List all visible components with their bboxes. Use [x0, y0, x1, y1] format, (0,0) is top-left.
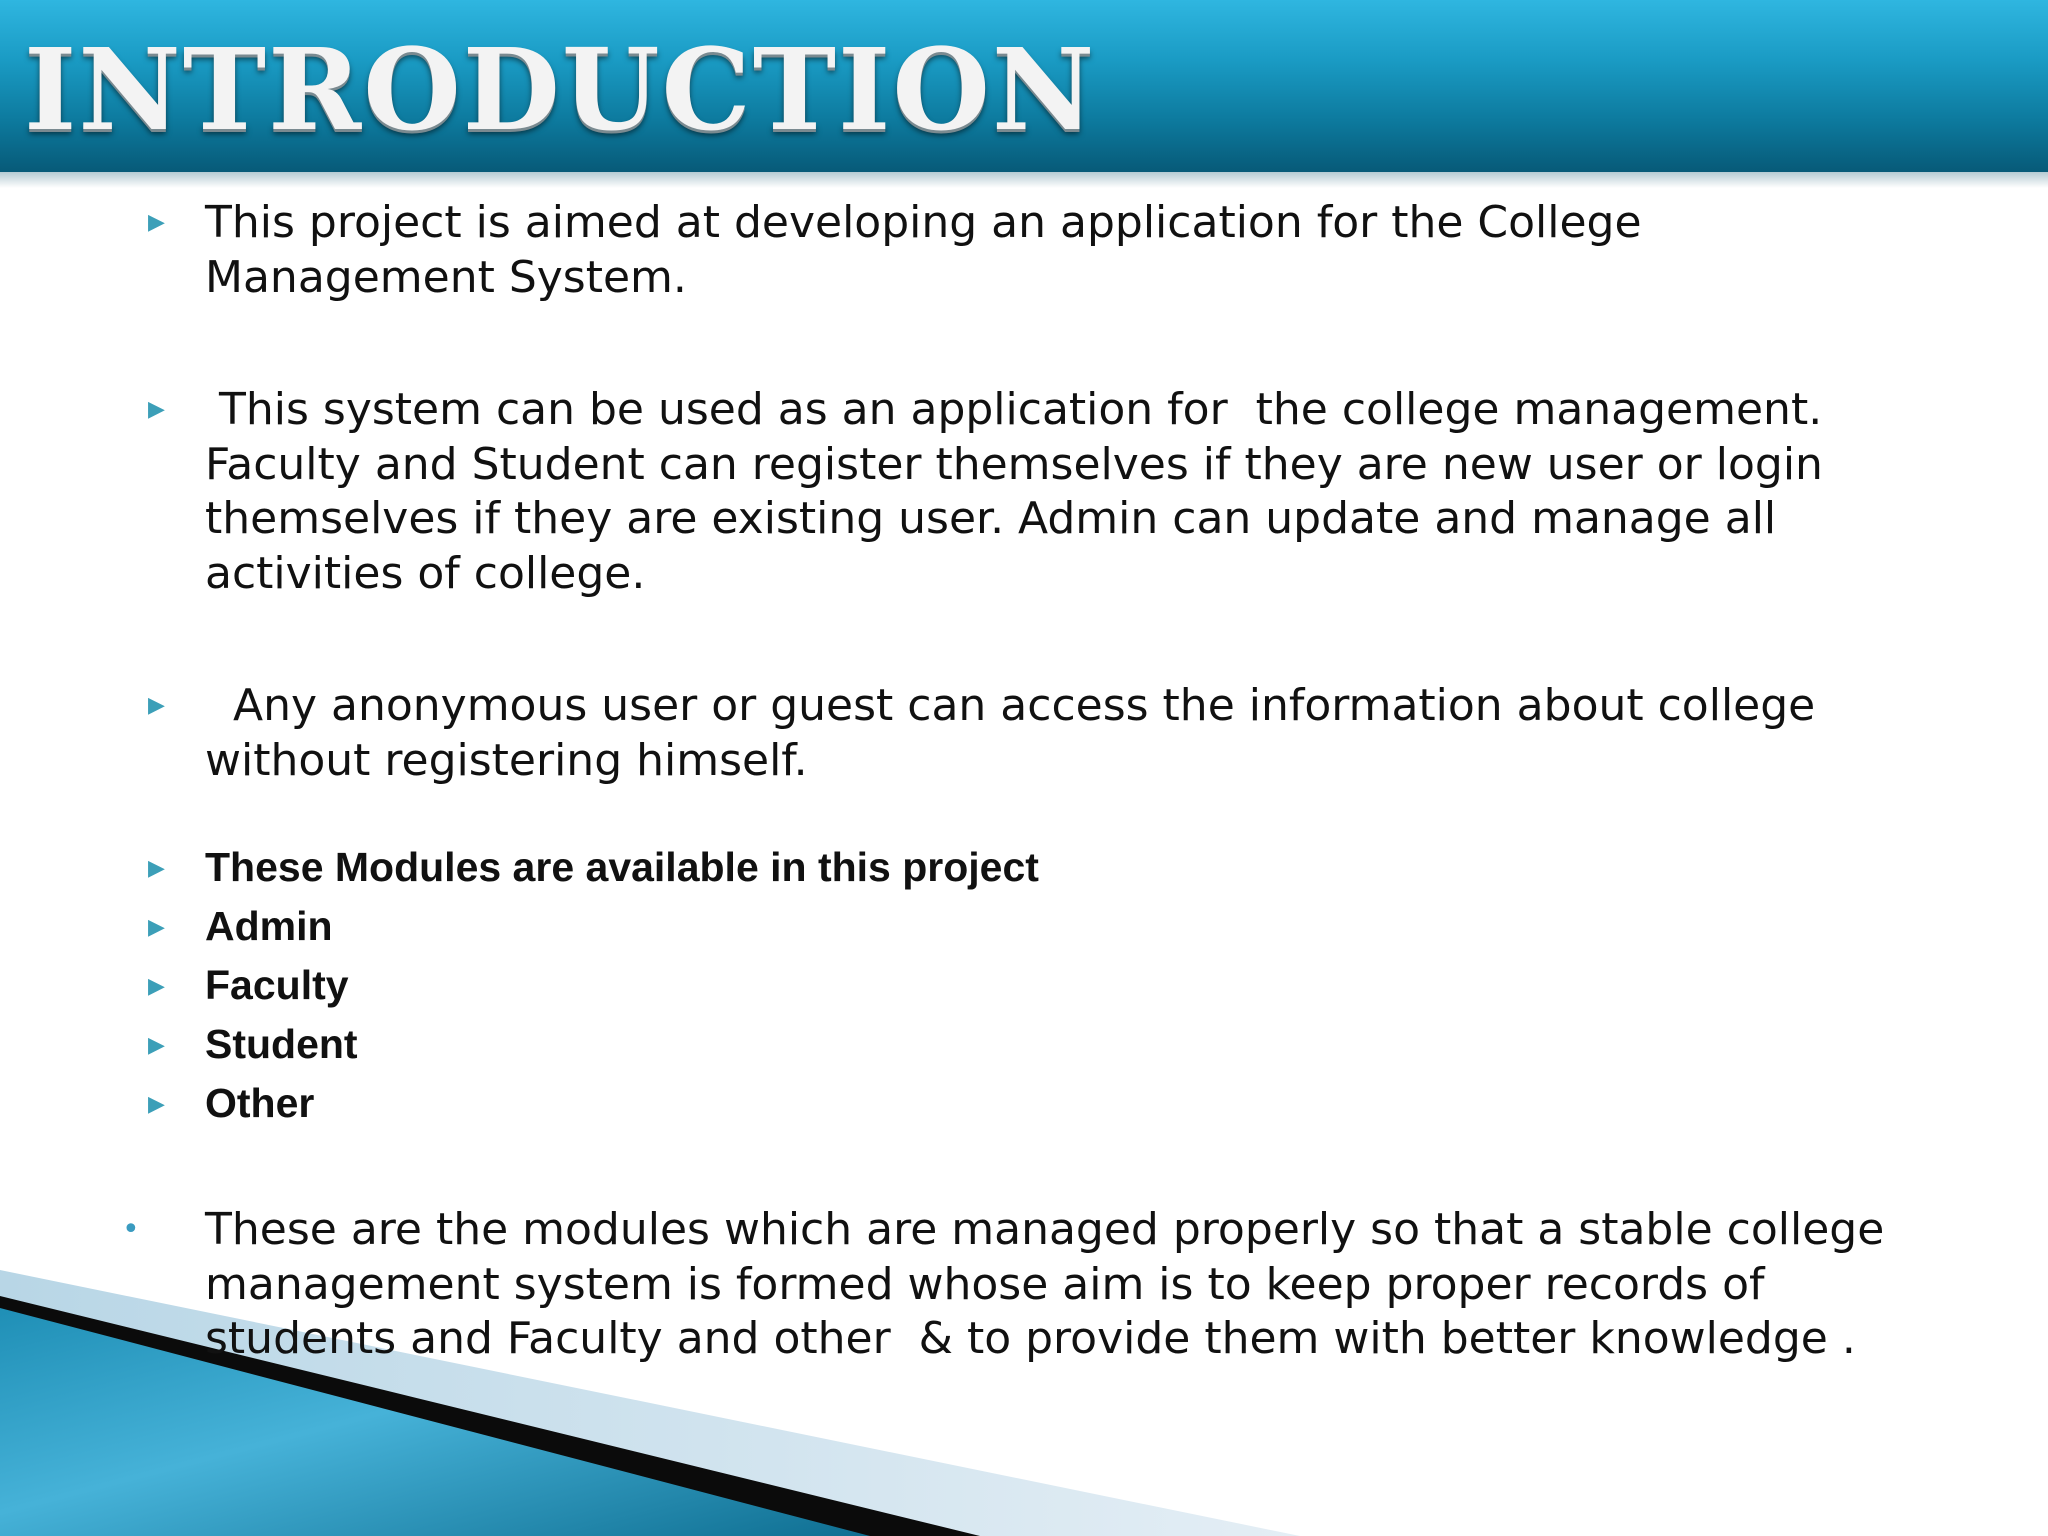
module-faculty: Faculty [205, 962, 349, 1008]
triangle-right-icon: ▶ [148, 856, 165, 881]
title-bar-shadow [0, 172, 2048, 188]
module-other: Other [205, 1080, 315, 1126]
triangle-right-icon: ▶ [148, 915, 165, 940]
bullet-text: Any anonymous user or guest can access the information about college without registering himself. [205, 680, 1830, 786]
slide-title: INTRODUCTION [24, 25, 1097, 156]
title-bar [0, 0, 2048, 172]
triangle-right-icon: ▶ [148, 974, 165, 999]
module-student: Student [205, 1021, 358, 1067]
triangle-right-icon: ▶ [148, 210, 165, 235]
bullet-text: This system can be used as an application for the college management. Faculty and Student can register themselves if they are new user or login themselves if they are existing user. Admin can update and manage all activities of college. [205, 384, 1837, 599]
closing-bullet-text: These are the modules which are managed properly so that a stable college management system is formed whose aim is to keep proper records of students and Faculty and other & to provide them with better knowledge . [205, 1204, 1899, 1364]
triangle-right-icon: ▶ [148, 693, 165, 718]
module-admin: Admin [205, 903, 333, 949]
dot-icon: • [122, 1212, 140, 1247]
bullet-text: This project is aimed at developing an application for the College Management System. [205, 197, 1656, 303]
triangle-right-icon: ▶ [148, 397, 165, 422]
modules-heading: These Modules are available in this project [205, 844, 1039, 890]
triangle-right-icon: ▶ [148, 1092, 165, 1117]
triangle-right-icon: ▶ [148, 1033, 165, 1058]
